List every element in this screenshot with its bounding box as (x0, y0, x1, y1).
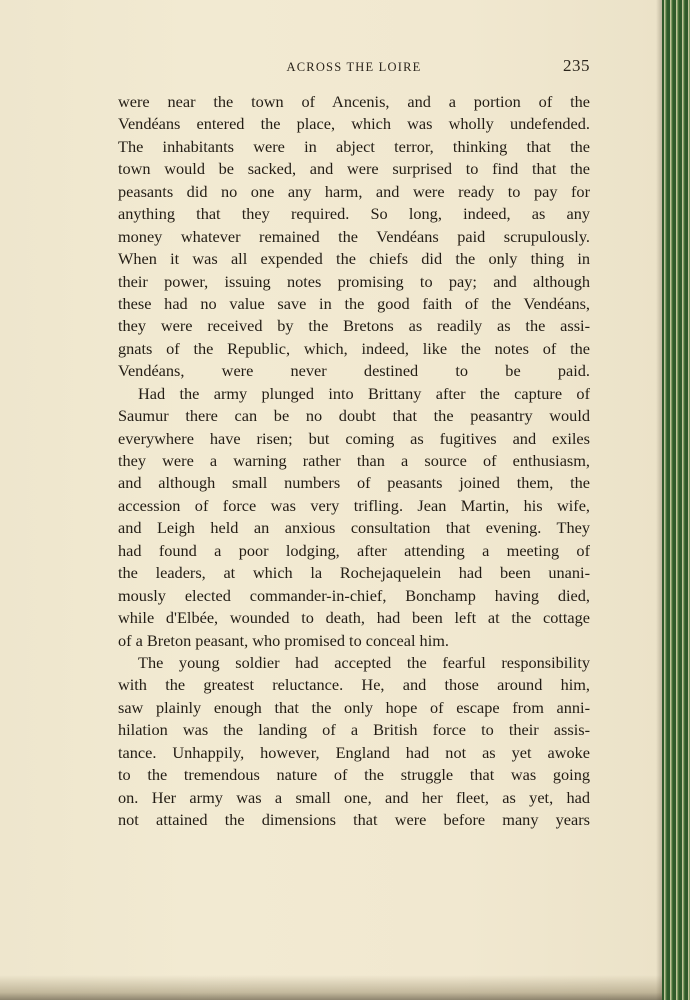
text-line: gnats of the Republic, which, indeed, like the notes of the (118, 338, 590, 358)
text-line: and Leigh held an anxious consultation that evening. They (118, 518, 590, 538)
text-line: they were received by the Bretons as readily as the assi- (118, 316, 590, 336)
text-line: the leaders, at which la Rochejaquelein had been unani- (118, 563, 590, 583)
text-line: were near the town of Ancenis, and a portion of the (118, 92, 590, 111)
text-line: tance. Unhappily, however, England had not as yet awoke (118, 742, 590, 762)
text-line: peasants did no one any harm, and were ready to pay for (118, 181, 590, 201)
text-line: When it was all expended the chiefs did the only thing in (118, 249, 590, 269)
text-line: these had no value save in the good faith of the Vendéans, (118, 293, 590, 313)
page-number: 235 (563, 56, 590, 75)
text-line: The inhabitants were in abject terror, thinking that the (118, 136, 590, 156)
text-line: while d'Elbée, wounded to death, had been left at the cottage (118, 608, 590, 628)
text-line: to the tremendous nature of the struggle that was going (118, 765, 590, 785)
page-edge-binding (662, 0, 690, 1000)
text-line: and although small numbers of peasants joined them, the (118, 473, 590, 493)
paragraph (118, 652, 590, 832)
page-bottom-shadow (0, 975, 662, 1000)
text-line: The young soldier had accepted the fearful responsibility (138, 652, 590, 672)
text-line: Saumur there can be no doubt that the peasantry would (118, 406, 590, 426)
text-line: of a Breton peasant, who promised to conceal him. (118, 630, 449, 650)
text-line: with the greatest reluctance. He, and those around him, (118, 675, 590, 695)
text-line: town would be sacked, and were surprised to find that the (118, 159, 590, 179)
text-line: anything that they required. So long, indeed, as any (118, 204, 590, 224)
text-line: Had the army plunged into Brittany after the capture of (138, 383, 590, 403)
text-line: their power, issuing notes promising to pay; and although (118, 271, 590, 291)
text-line: accession of force was very trifling. Jean Martin, his wife, (118, 495, 590, 515)
text-line: everywhere have risen; but coming as fugitives and exiles (118, 428, 590, 448)
text-line: Vendéans entered the place, which was wholly undefended. (118, 114, 590, 134)
text-line: they were a warning rather than a source of enthusiasm, (118, 451, 590, 470)
text-line: saw plainly enough that the only hope of escape from anni- (118, 697, 590, 717)
text-line: hilation was the landing of a British force to their assis- (118, 720, 590, 740)
text-line: money whatever remained the Vendéans paid scrupulously. (118, 226, 590, 246)
body-text (118, 91, 590, 831)
text-line: mously elected commander-in-chief, Bonchamp having died, (118, 585, 590, 605)
paragraph (118, 383, 590, 652)
paragraph (118, 91, 590, 383)
running-head: ACROSS THE LOIRE (286, 60, 422, 74)
text-line: Vendéans, were never destined to be paid. (118, 361, 590, 381)
text-line: not attained the dimensions that were before many years (118, 810, 590, 829)
text-line: on. Her army was a small one, and her fleet, as yet, had (118, 787, 590, 807)
page-header (118, 56, 590, 78)
text-line: had found a poor lodging, after attending a meeting of (118, 540, 590, 560)
